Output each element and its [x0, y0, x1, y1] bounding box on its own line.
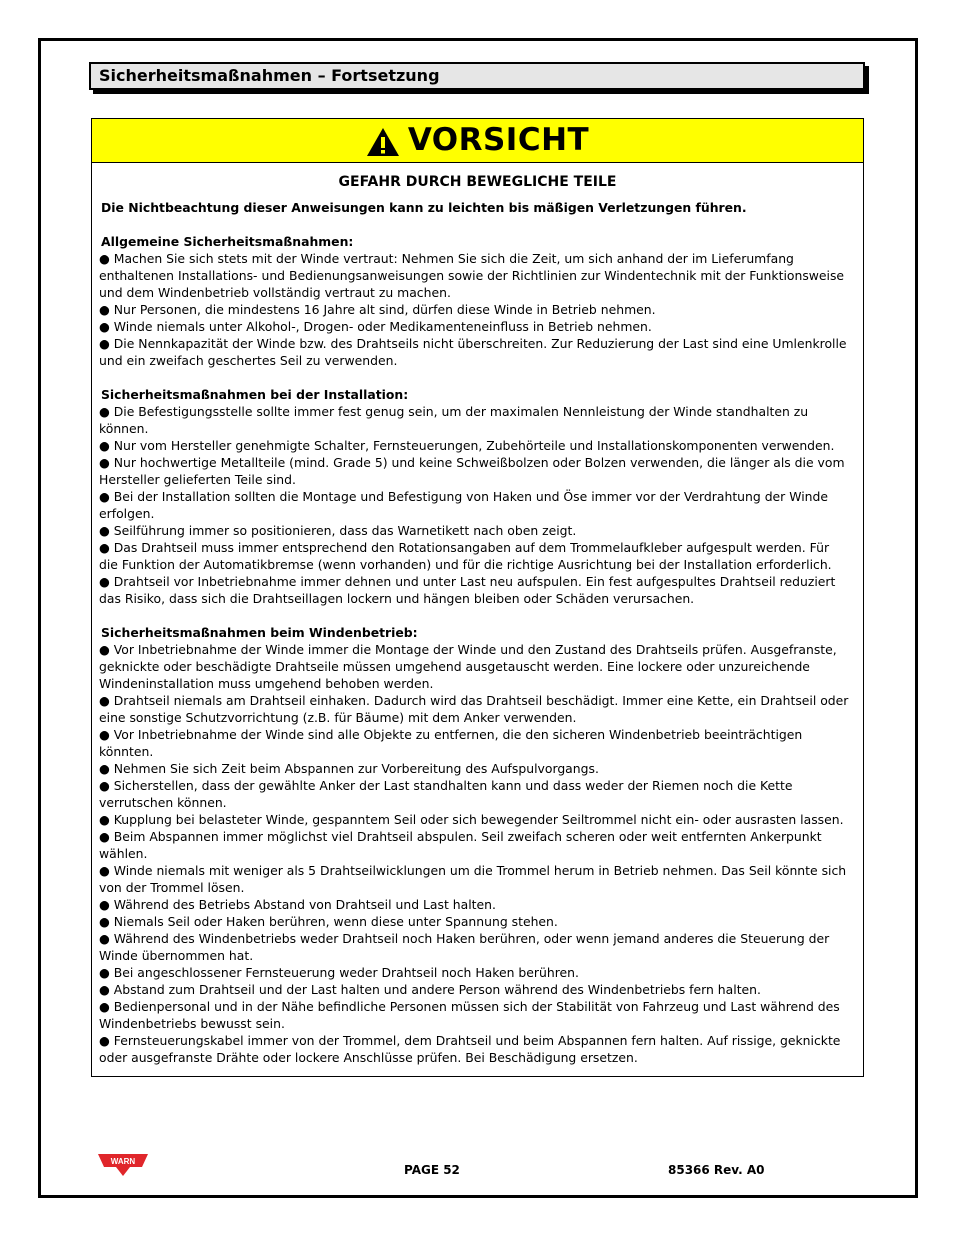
list-item: ● Nur hochwertige Metallteile (mind. Grade 5) und keine Schweißbolzen oder Bolzen verwenden, die länger als die vom Hersteller gelieferten Teile sind.: [99, 455, 845, 487]
caution-box: [91, 118, 864, 1077]
list-item: ● Bei angeschlossener Fernsteuerung weder Drahtseil noch Haken berühren.: [99, 965, 579, 980]
warning-triangle-icon: [366, 127, 400, 157]
warn-logo-icon: [98, 1151, 148, 1177]
warn-logo: [98, 1151, 148, 1181]
list-item: ● Während des Betriebs Abstand von Drahtseil und Last halten.: [99, 897, 496, 912]
list-item: ● Winde niemals unter Alkohol-, Drogen- oder Medikamenteneinfluss in Betrieb nehmen.: [99, 319, 652, 334]
list-item: ● Beim Abspannen immer möglichst viel Drahtseil abspulen. Seil zweifach scheren oder weit entfernten Ankerpunkt wählen.: [99, 829, 822, 861]
page-number: PAGE 52: [404, 1163, 460, 1177]
list-item: ● Während des Windenbetriebs weder Drahtseil noch Haken berühren, oder wenn jemand anderes die Steuerung der Winde übernommen hat.: [99, 931, 830, 963]
list-item: ● Winde niemals mit weniger als 5 Drahtseilwicklungen um die Trommel herum in Betrieb nehmen. Das Seil könnte sich von der Trommel lösen.: [99, 863, 847, 895]
list-item: ● Nur vom Hersteller genehmigte Schalter, Fernsteuerungen, Zubehörteile und Installationskomponenten verwenden.: [99, 438, 835, 453]
list-item: ● Drahtseil niemals am Drahtseil einhaken. Dadurch wird das Drahtseil beschädigt. Immer eine Kette, ein Drahtseil oder eine sonstige Schutzvorrichtung (z.B. für Bäume) mit dem Anker verwenden.: [99, 693, 849, 725]
list-item: ● Machen Sie sich stets mit der Winde vertraut: Nehmen Sie sich die Zeit, um sich anhand der im Lieferumfang enthaltenen Installations- und Bedienungsanweisungen sowie der Richtlinien zur Windentechnik mit der Funktionsweise und dem Windenbetrieb vollständig vertraut zu machen.: [99, 251, 845, 300]
list-item: ● Die Befestigungsstelle sollte immer fest genug sein, um der maximalen Nennleistung der Winde standhalten zu können.: [99, 404, 809, 436]
signal-word: VORSICHT: [407, 122, 590, 158]
list-item: ● Drahtseil vor Inbetriebnahme immer dehnen und unter Last neu aufspulen. Ein fest aufgespultes Drahtseil reduziert das Risiko, dass sich die Drahtseillagen lockern und hängen bleiben oder Schäden verursachen.: [99, 574, 836, 606]
list-item: ● Bedienpersonal und in der Nähe befindliche Personen müssen sich der Stabilität von Fahrzeug und Last während des Windenbetriebs bewusst sein.: [99, 999, 840, 1031]
list-item: ● Das Drahtseil muss immer entsprechend den Rotationsangaben auf dem Trommelaufkleber aufgespult werden. Für die Funktion der Automatikbremse (wenn vorhanden) und für die richtige Ausrichtung bei der Installation erforderlich.: [99, 540, 832, 572]
caution-content: [99, 199, 851, 1066]
document-number: 85366 Rev. A0: [668, 1163, 765, 1177]
section-heading: Sicherheitsmaßnahmen bei der Installation:: [101, 387, 409, 402]
section-heading: Sicherheitsmaßnahmen beim Windenbetrieb:: [101, 625, 418, 640]
list-item: ● Vor Inbetriebnahme der Winde immer die Montage der Winde und den Zustand des Drahtseils prüfen. Ausgefranste, geknickte oder beschädigte Drahtseile müssen umgehend ausgetauscht werden. Eine lockere oder unzureichende Windeninstallation muss umgehend behoben werden.: [99, 642, 837, 691]
list-item: ● Die Nennkapazität der Winde bzw. des Drahtseils nicht überschreiten. Zur Reduzierung der Last sind eine Umlenkrolle und ein zweifach geschertes Seil zu verwenden.: [99, 336, 847, 368]
hazard-title: GEFAHR DURCH BEWEGLICHE TEILE: [338, 174, 617, 190]
list-item: ● Vor Inbetriebnahme der Winde sind alle Objekte zu entfernen, die den sicheren Windenbetrieb beeinträchtigen könnten.: [99, 727, 803, 759]
list-item: ● Kupplung bei belasteter Winde, gespanntem Seil oder sich bewegender Seiltrommel nicht ein- oder ausrasten lassen.: [99, 812, 844, 827]
list-item: ● Bei der Installation sollten die Montage und Befestigung von Haken und Öse immer vor der Verdrahtung der Winde erfolgen.: [99, 489, 828, 521]
section-heading: Allgemeine Sicherheitsmaßnahmen:: [101, 234, 354, 249]
list-item: ● Sicherstellen, dass der gewählte Anker der Last standhalten kann und dass weder der Riemen noch die Kette verrutschen können.: [99, 778, 793, 810]
list-item: ● Fernsteuerungskabel immer von der Trommel, dem Drahtseil und beim Abspannen fern halten. Auf rissige, geknickte oder ausgefranste Drähte oder lockere Anschlüsse prüfen. Bei Beschädigung ersetzen.: [99, 1033, 841, 1065]
list-item: ● Nur Personen, die mindestens 16 Jahre alt sind, dürfen diese Winde in Betrieb nehmen.: [99, 302, 656, 317]
list-item: ● Seilführung immer so positionieren, dass das Warnetikett nach oben zeigt.: [99, 523, 577, 538]
list-item: ● Niemals Seil oder Haken berühren, wenn diese unter Spannung stehen.: [99, 914, 558, 929]
section-header: [89, 62, 865, 90]
list-item: ● Abstand zum Drahtseil und der Last halten und andere Person während des Windenbetriebs fern halten.: [99, 982, 761, 997]
logo-text: WARN: [110, 1157, 136, 1166]
intro-text: Die Nichtbeachtung dieser Anweisungen kann zu leichten bis mäßigen Verletzungen führen.: [101, 200, 747, 215]
list-item: ● Nehmen Sie sich Zeit beim Abspannen zur Vorbereitung des Aufspulvorgangs.: [99, 761, 599, 776]
section-title: Sicherheitsmaßnahmen – Fortsetzung: [99, 66, 440, 85]
caution-banner: [92, 119, 863, 163]
